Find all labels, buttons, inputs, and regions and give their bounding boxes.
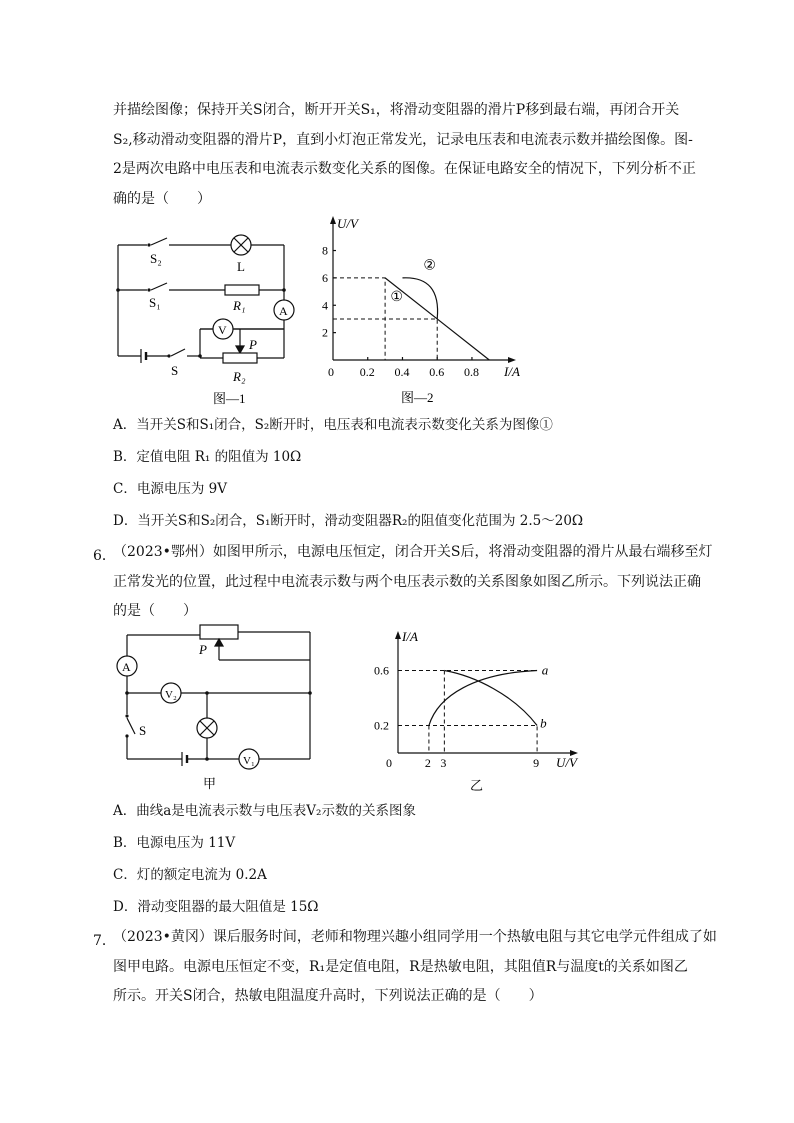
- chart2-y-tick-label: 0.6: [374, 663, 389, 678]
- fig-jia-caption: 甲: [203, 776, 217, 791]
- label-lamp: L: [237, 259, 245, 274]
- q7-number: 7．: [93, 933, 116, 949]
- series-2-curve: [402, 278, 437, 319]
- chart1-x-arrow: [508, 357, 516, 363]
- q5-circuit-diagram: [105, 225, 305, 405]
- curve-b: [444, 671, 537, 726]
- chart1-y-tick-label: 8: [322, 243, 328, 258]
- fig-yi-caption: 乙: [470, 778, 484, 793]
- q6-stem: [113, 538, 713, 627]
- label-r2: R₂: [233, 369, 246, 384]
- chart2-ylabel: I/A: [402, 629, 418, 644]
- q5-line-2: S₂,移动滑动变阻器的滑片P，直到小灯泡正常发光，记录电压表和电流表示数并描绘图像。图-: [113, 131, 693, 148]
- chart2-y-tick-label: 0.2: [374, 718, 389, 733]
- q6-line-3: 的是（ ）: [113, 603, 197, 619]
- chart1-x-tick-label: 0.6: [429, 365, 445, 379]
- label-voltmeter: V: [218, 323, 227, 337]
- chart2-guide-02: [398, 726, 537, 754]
- curve-a: [429, 671, 537, 726]
- curve-a-label: a: [541, 662, 549, 678]
- chart1-y-tick-label: 6: [322, 270, 328, 285]
- curve-b-label: b: [540, 715, 547, 731]
- label-v1: V₁: [243, 755, 255, 767]
- q5-line-3: 2是两次电路中电压表和电流表示数变化关系的图像。在保证电路安全的情况下，下列分析不正: [113, 161, 696, 177]
- q7-line-3: 所示。开关S闭合，热敏电阻温度升高时，下列说法正确的是（ ）: [113, 988, 543, 1004]
- q5-option-b: B．定值电阻 R₁ 的阻值为 10Ω: [113, 449, 302, 465]
- chart2-x-tick-label: 0: [386, 756, 392, 770]
- chart1-x-tick-label: 0.4: [394, 365, 410, 379]
- fig1-caption: 图—1: [213, 391, 246, 405]
- q6-line-1: （2023•鄂州）如图甲所示，电源电压恒定，闭合开关S后，将滑动变阻器的滑片从最右端移至灯: [113, 544, 713, 560]
- chart1-y-arrow: [330, 216, 336, 224]
- label-s-2: S: [139, 723, 147, 738]
- q6-number: 6．: [93, 548, 116, 564]
- label-s: S: [171, 363, 179, 378]
- label-r1: R₁: [233, 298, 246, 313]
- q6-option-a: A．曲线a是电流表示数与电压表V₂示数的关系图象: [113, 803, 416, 819]
- label-p-2: P: [199, 642, 207, 657]
- label-ammeter: A: [279, 304, 288, 318]
- q5-line-4: 确的是（ ）: [113, 190, 211, 207]
- chart1-y-tick-label: 2: [322, 325, 328, 340]
- q5-graph: [305, 215, 530, 405]
- q7-stem: [113, 923, 717, 1012]
- chart2-y-arrow: [395, 631, 401, 639]
- chart2-xlabel: U/V: [556, 755, 577, 770]
- q6-option-b: B．电源电压为 11V: [113, 835, 236, 851]
- fig2-caption: 图—2: [401, 390, 434, 405]
- q7-line-2: 图甲电路。电源电压恒定不变，R₁是定值电阻，R是热敏电阻，其阻值R与温度t的关系如图乙: [113, 958, 688, 975]
- chart1-x-tick-label: 0.8: [463, 365, 479, 379]
- q5-stem: [113, 96, 703, 214]
- q6-line-2: 正常发光的位置，此过程中电流表示数与两个电压表示数的关系图象如图乙所示。下列说法正确: [113, 573, 701, 590]
- label-s2: S₂: [150, 251, 162, 266]
- chart1-ylabel: U/V: [337, 216, 358, 231]
- label-p: P: [249, 337, 257, 352]
- chart1-x-tick-label: 0: [328, 365, 334, 379]
- q6-graph: [370, 615, 595, 795]
- curve-1-label: ①: [390, 290, 403, 306]
- chart1-xlabel: I/A: [504, 364, 520, 379]
- q6-option-d: D．滑动变阻器的最大阻值是 15Ω: [113, 899, 319, 915]
- q5-option-c: C．电源电压为 9V: [113, 481, 227, 497]
- q5-line-1: 并描绘图像；保持开关S闭合，断开开关S₁，将滑动变阻器的滑片P移到最右端，再闭合开关: [113, 102, 680, 118]
- q7-line-1: （2023•黄冈）课后服务时间，老师和物理兴趣小组同学用一个热敏电阻与其它电学元件组成了如: [113, 929, 717, 945]
- chart2-x-tick-label: 2: [424, 756, 431, 770]
- chart2-x-tick-label: 9: [533, 756, 540, 770]
- q5-option-a: A．当开关S和S₁闭合，S₂断开时，电压表和电流表示数变化关系为图像①: [113, 417, 553, 433]
- label-v2: V₂: [165, 689, 177, 701]
- chart1-x-tick-label: 0.2: [359, 365, 375, 379]
- curve-2-label: ②: [423, 258, 436, 274]
- chart1-y-tick-label: 4: [322, 298, 328, 313]
- q5-option-d: D．当开关S和S₂闭合，S₁断开时，滑动变阻器R₂的阻值变化范围为 2.5～20Ω: [113, 513, 584, 529]
- chart2-x-tick-label: 3: [440, 756, 447, 770]
- label-ammeter-2: A: [122, 660, 131, 674]
- q6-circuit-diagram: [105, 618, 325, 796]
- q6-option-c: C．灯的额定电流为 0.2A: [113, 867, 267, 883]
- label-s1: S₁: [149, 295, 161, 310]
